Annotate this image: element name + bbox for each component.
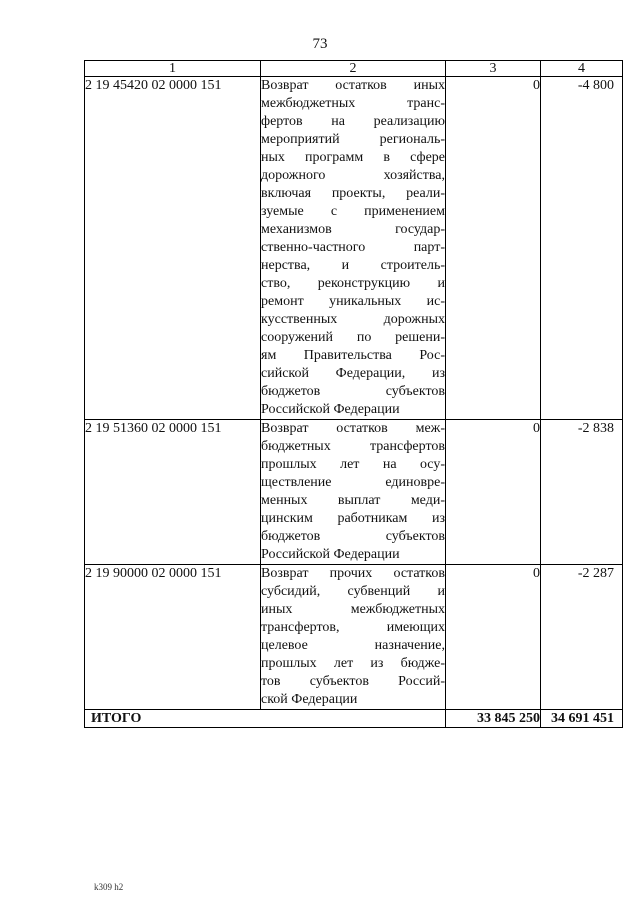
budget-code: 2 19 45420 02 0000 151 [85, 77, 261, 420]
description-line: сооружений по решени- [261, 330, 445, 345]
table-body [85, 77, 623, 728]
description-line: бюджетов субъектов [261, 384, 445, 399]
description-line: трансфертов, имеющих [261, 620, 445, 635]
description [261, 77, 446, 420]
value-col3: 0 [446, 565, 541, 710]
budget-code: 2 19 51360 02 0000 151 [85, 420, 261, 565]
description-line: зуемые с применением [261, 204, 445, 219]
description-line: Возврат остатков иных [261, 78, 445, 93]
description-line: целевое назначение, [261, 638, 445, 653]
table-row [85, 420, 623, 565]
description-line: мероприятий региональ- [261, 132, 445, 147]
value-col3: 0 [446, 420, 541, 565]
total-label: ИТОГО [85, 710, 446, 728]
budget-table [84, 60, 623, 728]
description-line: фертов на реализацию [261, 114, 445, 129]
description-line: субсидий, субвенций и [261, 584, 445, 599]
description-line: Российской Федерации [261, 402, 400, 417]
description-line: иных межбюджетных [261, 602, 445, 617]
description [261, 420, 446, 565]
header-row [85, 61, 623, 77]
description-line: ственно-частного парт- [261, 240, 445, 255]
description-line: Возврат остатков меж- [261, 421, 445, 436]
description [261, 565, 446, 710]
description-line: нерства, и строитель- [261, 258, 445, 273]
description-line: Возврат прочих остатков [261, 566, 445, 581]
description-line: ремонт уникальных ис- [261, 294, 445, 309]
description-line: механизмов государ- [261, 222, 445, 237]
total-row [85, 710, 623, 728]
description-line: тов субъектов Россий- [261, 674, 445, 689]
description-line: кусственных дорожных [261, 312, 445, 327]
table-row [85, 565, 623, 710]
header-col-1: 1 [85, 61, 261, 77]
description-line: прошлых лет на осу- [261, 457, 445, 472]
budget-code: 2 19 90000 02 0000 151 [85, 565, 261, 710]
table-row [85, 77, 623, 420]
header-col-3: 3 [446, 61, 541, 77]
description-line: бюджетов субъектов [261, 529, 445, 544]
description-line: включая проекты, реали- [261, 186, 445, 201]
value-col4: -2 838 [541, 420, 623, 565]
value-col4: -2 287 [541, 565, 623, 710]
value-col4: -4 800 [541, 77, 623, 420]
description-line: ство, реконструкцию и [261, 276, 445, 291]
description-line: бюджетных трансфертов [261, 439, 445, 454]
description-line: менных выплат меди- [261, 493, 445, 508]
description-line: ской Федерации [261, 692, 358, 707]
header-col-4: 4 [541, 61, 623, 77]
total-col4: 34 691 451 [541, 710, 623, 728]
description-line: сийской Федерации, из [261, 366, 445, 381]
footer-code: k309 h2 [94, 882, 124, 892]
description-line: ных программ в сфере [261, 150, 445, 165]
total-col3: 33 845 250 [446, 710, 541, 728]
description-line: дорожного хозяйства, [261, 168, 445, 183]
description-line: Российской Федерации [261, 547, 400, 562]
description-line: межбюджетных транс- [261, 96, 445, 111]
description-line: ям Правительства Рос- [261, 348, 445, 363]
description-line: ществление единовре- [261, 475, 445, 490]
header-col-2: 2 [261, 61, 446, 77]
value-col3: 0 [446, 77, 541, 420]
description-line: цинским работникам из [261, 511, 445, 526]
page-number: 73 [312, 36, 328, 52]
description-line: прошлых лет из бюдже- [261, 656, 445, 671]
